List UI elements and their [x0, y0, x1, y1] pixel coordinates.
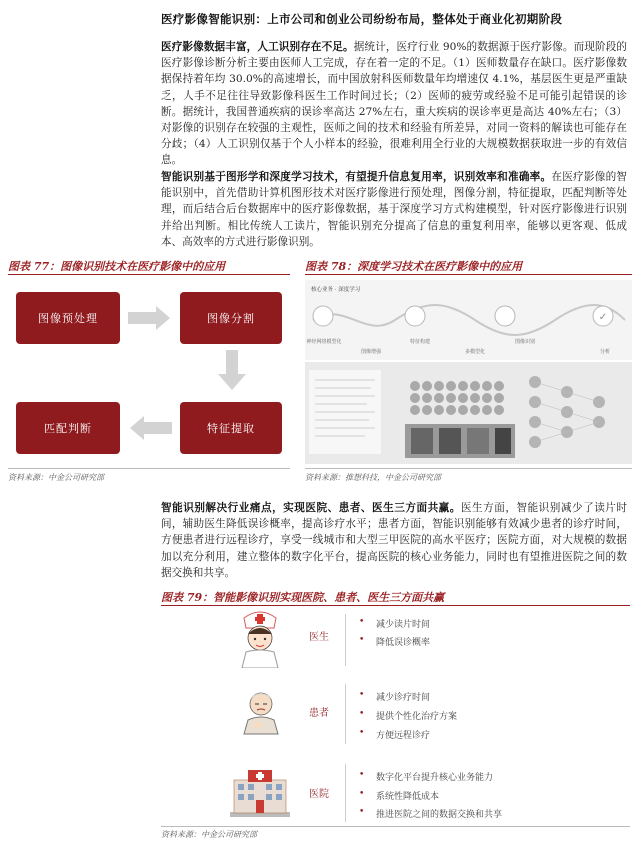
role-label-hospital: 医院 — [309, 789, 329, 800]
paragraph-win-win — [161, 500, 627, 581]
deep-learning-pipeline-panel — [305, 280, 632, 360]
deep-learning-network-image — [305, 362, 632, 464]
figure-77-source: 资料来源：中金公司研究部 — [8, 473, 104, 482]
figure-78-bottom-rule — [305, 468, 632, 469]
arrow-right-icon — [128, 306, 170, 330]
role-label-patient: 患者 — [309, 708, 329, 719]
role-label-doctor: 医生 — [309, 632, 329, 643]
doctor-item: • 减少读片时间 — [376, 617, 430, 630]
paragraph-lead: 智能识别解决行业痛点，实现医院、患者、医生三方面共赢。 — [161, 502, 461, 514]
paragraph-lead: 智能识别基于图形学和深度学习技术，有望提升信息复用率，识别效率和准确率。 — [161, 171, 552, 183]
hospital-item: • 数字化平台提升核心业务能力 — [376, 770, 493, 783]
step-label-1: 图像增强 — [360, 349, 381, 355]
paragraph-imaging-data — [161, 39, 627, 169]
step-label-0: 神经网络模型化 — [306, 339, 342, 345]
figure-79-title: 图表 79：智能影像识别实现医院、患者、医生三方面共赢 — [161, 591, 445, 604]
hospital-icon — [228, 766, 292, 818]
step-label-2: 特征构建 — [409, 339, 430, 345]
pipeline-wave — [305, 292, 632, 342]
paragraph-body: 医生方面，智能识别减少了读片时间，辅助医生降低误诊概率，提高诊疗水平；患者方面，智能识别能够有效减少患者的诊疗时间，方便患者进行远程诊疗，享受一线城市和大型三甲医院的高水平医疗；医院方面，对大规模的数据加以充分利用，建立整体的数字化平台，提高医院的核心业务能力，同时也有望推进医院之间的数据交换和共享。 — [161, 502, 628, 579]
step-label: 匹配判断 — [44, 422, 92, 435]
svg-text:✓: ✓ — [598, 312, 608, 323]
figure-79-rule — [161, 605, 630, 606]
paragraph-smart-recognition — [161, 169, 627, 250]
figure-77-bottom-rule — [8, 468, 290, 469]
arrow-down-icon — [218, 350, 246, 390]
arrow-left-icon — [130, 416, 172, 440]
patient-icon — [236, 686, 286, 736]
patient-item: • 提供个性化治疗方案 — [376, 709, 457, 722]
network-illustration — [305, 362, 632, 464]
figure-79-bottom-rule — [161, 826, 630, 827]
figure-78-source: 资料来源：推想科技，中金公司研究部 — [305, 473, 441, 482]
role-divider — [345, 684, 346, 744]
paragraph-body: 在医疗影像的智能识别中，首先借助计算机图形技术对医疗影像进行预处理，图像分割，特征提取，匹配判断等处理，而后结合后台数据库中的医疗影像数据，基于深度学习方式构建模型，针对医疗影像进行识别并给出判断。相比传统人工读片，智能识别充分提高了信息的重复利用率，能够以更客观、低成本、高效率的方式进行影像识别。 — [161, 171, 628, 248]
hospital-item: • 推进医院之间的数据交换和共享 — [376, 807, 502, 820]
paragraph-lead: 医疗影像数据丰富，人工识别存在不足。 — [161, 41, 354, 53]
paragraph-body: 据统计，医疗行业 90%的数据源于医疗影像。而现阶段的医疗影像诊断分析主要由医师人工完成，存在着一定的不足。（1）医师数量存在缺口。医疗影像数据保持着年均 30.0%的高速增长，而中国放射科医师数量年均增速仅 4.1%，基层医生更是严重缺乏，人手不足往往导致影像科医生工作时间过长；（2）医师的疲劳或经验不足可能引起错误的诊断。据统计，我国普通疾病的误诊率高达 27%左右，重大疾病的误诊率更是高达 40%左右；（3）对影像的识别存在较强的主观性，医师之间的技术和经验有所差异，对同一资料的解读也可能存在分歧；（4）人工识别仅基于个人小样本的经验，很难利用全行业的大规模数据获取进一步的有效信息。 — [161, 41, 627, 167]
doctor-item: • 降低误诊概率 — [376, 635, 430, 648]
step-label: 特征提取 — [207, 422, 255, 435]
enhance-icon — [405, 306, 425, 326]
hospital-item: • 系统性降低成本 — [376, 789, 439, 802]
figure-78-rule — [305, 274, 632, 275]
panel-title: 核心业务 · 深度学习 — [311, 287, 361, 293]
patient-item: • 方便远程诊疗 — [376, 728, 430, 741]
role-divider — [345, 614, 346, 666]
step-label: 图像分割 — [207, 312, 255, 325]
flow-arrows — [0, 280, 300, 470]
role-divider — [345, 764, 346, 822]
figure-77-rule — [8, 274, 290, 275]
step-label-4: 图像识别 — [514, 339, 535, 345]
figure-77-title: 图表 77：图像识别技术在医疗影像中的应用 — [8, 260, 226, 273]
figure-79-source: 资料来源：中金公司研究部 — [161, 830, 257, 839]
feature-icon — [495, 306, 515, 326]
patient-item: • 减少诊疗时间 — [376, 690, 430, 703]
figure-78-title: 图表 78：深度学习技术在医疗影像中的应用 — [305, 260, 523, 273]
doctor-icon — [232, 608, 288, 668]
step-label: 图像预处理 — [38, 312, 98, 325]
neural-icon — [313, 306, 333, 326]
step-label-3: 多模型化 — [464, 349, 485, 355]
section-heading: 医疗影像智能识别：上市公司和创业公司纷纷布局，整体处于商业化初期阶段 — [161, 12, 563, 26]
step-label-5: 分析 — [599, 349, 610, 355]
